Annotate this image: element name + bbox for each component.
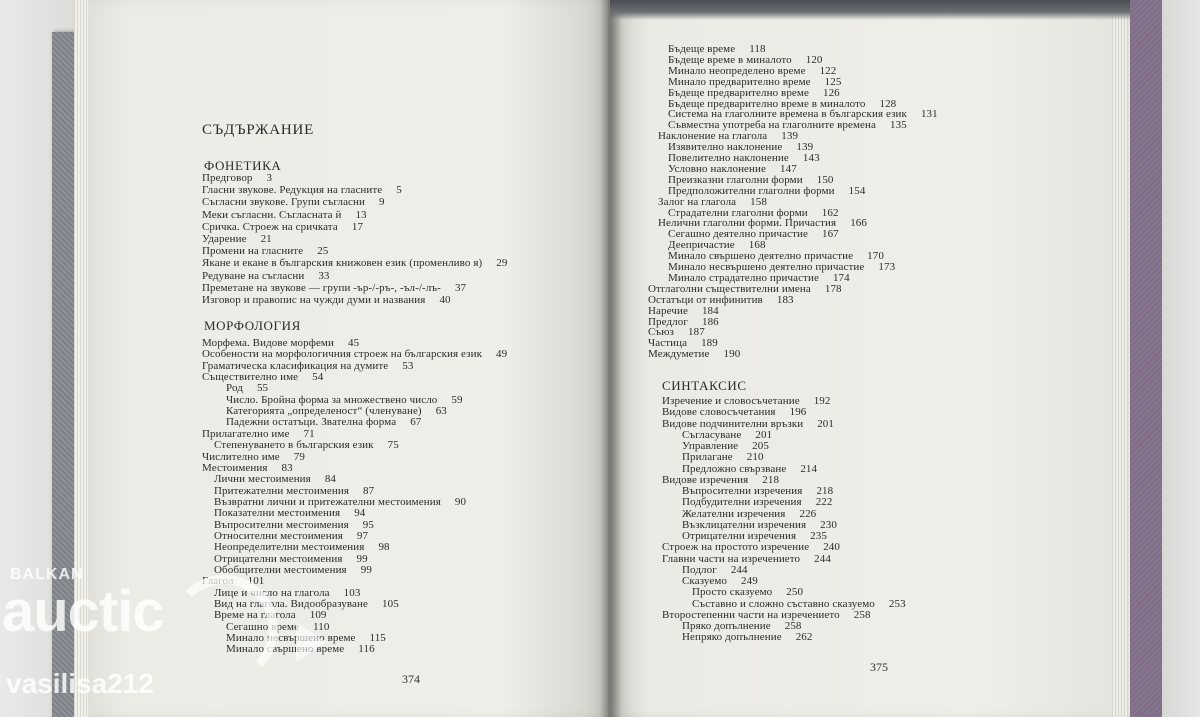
toc-entry-page: 5 [396, 184, 402, 197]
toc-entry-title: Сказуемо [682, 575, 728, 587]
page-number-left: 374 [402, 672, 420, 686]
toc-entry-page: 105 [382, 598, 399, 611]
toc-entry-page: 235 [810, 530, 827, 542]
watermark-play-icon [296, 622, 326, 662]
toc-entry-page: 201 [817, 417, 835, 430]
toc-entry-title: Бъдеще време в миналото [668, 53, 792, 66]
toc-entry-title: Число. Бройна форма за множествено число [226, 393, 438, 406]
toc-entry-page: 205 [752, 440, 769, 452]
toc-entry-title: Условно наклонение [668, 162, 766, 175]
toc-entry-title: Предлог [648, 315, 688, 328]
book-spine-shadow [600, 0, 622, 717]
toc-entry-title: Просто сказуемо [692, 586, 773, 599]
toc-entry [202, 452, 305, 463]
toc-entry [202, 349, 507, 360]
toc-entry-title: Морфема. Видове морфеми [202, 337, 334, 349]
toc-entry [214, 497, 466, 508]
toc-entry-page: 218 [762, 473, 780, 486]
toc-entry-title: Граматическа класификация на думите [202, 359, 389, 372]
toc-entry-title: Междуметие [648, 348, 710, 361]
toc-entry-page: 167 [821, 228, 839, 241]
toc-entry-page: 168 [748, 239, 766, 252]
toc-entry-title: Строеж на простото изречение [662, 541, 810, 554]
toc-entry [202, 258, 507, 269]
toc-entry [202, 173, 272, 184]
toc-entry-page: 147 [780, 162, 797, 175]
toc-entry-page: 170 [867, 250, 884, 263]
toc-entry [202, 361, 413, 372]
toc-entry-title: Второстепенни части на изречението [662, 608, 840, 621]
toc-entry-page: 45 [348, 337, 360, 349]
toc-entry-title: Притежателни местоимения [214, 484, 350, 497]
toc-entry-title: Прилагане [682, 451, 733, 464]
toc-entry [214, 440, 399, 451]
toc-entry-title: Числително име [202, 450, 280, 463]
toc-entry-page: 173 [878, 261, 896, 273]
toc-entry-title: Видове подчинителни връзки [662, 417, 804, 430]
toc-entry-title: Лице и число на глагола [214, 586, 330, 599]
toc-entry-page: 166 [850, 217, 867, 230]
toc-entry-title: Род [226, 382, 243, 395]
toc-entry-title: Сричка. Строеж на сричката [202, 220, 338, 233]
page-edges-right [1112, 10, 1128, 717]
toc-entry-page: 218 [816, 485, 834, 497]
toc-entry-title: Местоимения [202, 461, 268, 474]
toc-entry-title: Съставно и сложно съставно сказуемо [692, 597, 875, 610]
toc-entry-title: Частица [648, 337, 688, 350]
toc-entry-title: Предложно свързване [682, 462, 787, 475]
toc-entry-page: 55 [256, 382, 269, 395]
toc-entry-title: Сегашно време [226, 620, 300, 633]
toc-entry-page: 258 [853, 608, 871, 621]
toc-entry-page: 3 [266, 172, 273, 184]
toc-entry-title: Категорията „определеност“ (членуване) [226, 405, 422, 418]
toc-entry [226, 406, 447, 417]
toc-entry-page: 13 [355, 208, 367, 221]
toc-entry [214, 508, 365, 519]
toc-entry-page: 184 [701, 304, 719, 317]
toc-entry-page: 103 [343, 586, 361, 599]
toc-entry-page: 187 [688, 326, 705, 339]
toc-entry [202, 222, 363, 233]
toc-entry-title: Видове изречения [662, 473, 749, 486]
toc-entry-page: 94 [354, 507, 366, 520]
toc-entry-title: Изговор и правопис на чужди думи и названия [202, 294, 426, 306]
toc-entry-page: 196 [789, 406, 807, 419]
toc-entry-title: Особености на морфологичния строеж на българския език [202, 348, 483, 361]
toc-entry-title: Меки съгласни. Съгласната й [202, 208, 342, 221]
toc-entry-title: Минало свършено деятелно причастие [668, 250, 854, 263]
toc-entry-title: Изявително наклонение [668, 141, 783, 154]
toc-entry [214, 542, 390, 553]
toc-entry-page: 244 [730, 563, 748, 576]
toc-entry-page: 67 [410, 416, 422, 429]
book-cover-right [1128, 0, 1162, 717]
toc-entry-title: Степенуването в българския език [214, 439, 374, 452]
toc-entry-title: Падежни остатъци. Звателна форма [226, 416, 397, 429]
toc-entry-page: 21 [260, 233, 272, 245]
toc-entry-page: 110 [313, 620, 330, 633]
toc-entry-page: 139 [781, 130, 799, 143]
toc-entry-page: 40 [439, 294, 451, 306]
toc-entry-page: 71 [303, 427, 315, 440]
toc-entry [202, 295, 451, 306]
toc-entry-title: Бъдеще предварително време в миналото [668, 97, 866, 110]
toc-entry [202, 463, 293, 474]
toc-entry-page: 63 [435, 405, 447, 418]
toc-entry-title: Неопределителни местоимения [214, 541, 365, 554]
toc-entry-page: 126 [822, 86, 840, 99]
toc-entry-page: 210 [746, 451, 764, 464]
toc-entry-title: Редуване на съгласни [202, 269, 305, 282]
toc-entry-page: 222 [815, 496, 833, 509]
toc-entry-title: Бъдеще предварително време [668, 86, 809, 99]
toc-entry [214, 554, 368, 565]
toc-entry-page: 84 [324, 473, 337, 486]
toc-entry-page: 258 [784, 620, 802, 632]
toc-entry-page: 128 [879, 97, 897, 110]
toc-entry-page: 230 [820, 518, 837, 531]
toc-entry-title: Подлог [682, 563, 717, 576]
toc-entry-page: 158 [750, 195, 767, 208]
toc-entry-title: Преметане на звукове — групи -ър-/-ръ-, -ъл-/-лъ- [202, 281, 441, 294]
toc-entry-page: 249 [741, 575, 758, 587]
toc-entry-page: 240 [823, 541, 841, 554]
toc-entry-title: Якане и екане в българския книжовен език (променливо я) [202, 257, 483, 270]
toc-entry-title: Относителни местоимения [214, 529, 343, 542]
toc-entry-title: Минало несвършено време [226, 632, 356, 645]
toc-entry-title: Подбудителни изречения [682, 496, 802, 509]
toc-entry-page: 186 [701, 315, 719, 328]
toc-entry-page: 29 [496, 257, 508, 270]
toc-entry-page: 214 [800, 462, 818, 475]
toc-entry-title: Показателни местоимения [214, 507, 341, 520]
toc-entry-title: Деепричастие [668, 239, 735, 252]
toc-entry-page: 17 [351, 220, 364, 233]
toc-entry-page: 83 [281, 461, 293, 474]
toc-entry-title: Остатъци от инфинитив [648, 293, 763, 306]
toc-entry-page: 25 [317, 245, 329, 258]
toc-entry-page: 9 [379, 196, 385, 209]
toc-entry-page: 54 [312, 371, 324, 384]
toc-entry-page: 98 [378, 541, 390, 554]
toc-entry-page: 143 [802, 152, 820, 164]
toc-entry-title: Време на глагола [214, 609, 296, 622]
toc-entry-title: Непряко допълнение [682, 631, 782, 644]
toc-entry-title: Управление [682, 440, 739, 452]
toc-entry-page: 135 [889, 119, 907, 132]
toc-entry-title: Желателни изречения [682, 507, 786, 520]
toc-entry-page: 189 [701, 337, 718, 350]
toc-entry-title: Обобщителни местоимения [214, 564, 347, 576]
toc-entry-page: 139 [796, 141, 814, 154]
toc-entry-title: Съюз [648, 326, 674, 339]
toc-entry-title: Въпросителни местоимения [214, 518, 349, 531]
toc-entry [202, 338, 359, 349]
toc-entry-page: 125 [824, 75, 842, 88]
toc-entry [202, 197, 385, 208]
toc-entry-title: Глагол [202, 575, 234, 588]
watermark-brand-small: BALKAN [10, 566, 84, 583]
toc-entry-page: 75 [387, 439, 399, 452]
toc-entry [214, 474, 336, 485]
toc-entry-title: Страдателни глаголни форми [668, 206, 808, 219]
toc-entry-title: Пряко допълнение [682, 620, 771, 632]
toc-entry-page: 201 [755, 428, 773, 441]
toc-entry-title: Въпросителни изречения [682, 485, 803, 497]
toc-entry-title: Възвратни лични и притежателни местоимения [214, 495, 441, 508]
toc-entry [202, 283, 466, 294]
toc-entry [226, 395, 463, 406]
toc-entry-page: 115 [369, 632, 386, 645]
toc-entry-title: Съвместна употреба на глаголните времена [668, 119, 876, 132]
toc-entry-title: Минало свършено време [226, 643, 345, 656]
toc-entry-page: 33 [318, 269, 330, 282]
toc-entry-page: 87 [363, 484, 375, 497]
toc-entry-page: 244 [814, 552, 831, 565]
toc-entry-title: Съгласни звукове. Групи съгласни [202, 196, 366, 209]
toc-entry-title: Отрицателни местоимения [214, 552, 343, 565]
toc-entry-title: Отглаголни съществителни имена [648, 282, 811, 295]
toc-entry [214, 486, 374, 497]
toc-entry-page: 95 [362, 518, 374, 531]
toc-entry-page: 101 [247, 575, 265, 588]
toc-entry [202, 210, 367, 221]
toc-entry-page: 90 [454, 495, 467, 508]
toc-entry [202, 246, 328, 257]
watermark-arc [170, 575, 278, 683]
toc-entry-page: 120 [805, 53, 823, 66]
toc-entry [226, 417, 421, 428]
section-heading-syntax: СИНТАКСИС [662, 378, 747, 393]
toc-entry [202, 372, 323, 383]
toc-entry-page: 162 [821, 206, 839, 219]
toc-entry-title: Гласни звукове. Редукция на гласните [202, 184, 383, 197]
toc-entry-page: 109 [309, 609, 327, 622]
toc-entry-page: 59 [451, 393, 463, 406]
toc-entry-page: 253 [888, 597, 906, 610]
toc-entry [214, 520, 374, 531]
watermark-seller: vasilisa212 [6, 668, 154, 699]
toc-entry-title: Бъдеще време [668, 43, 736, 55]
toc-entry-page: 116 [358, 643, 375, 656]
toc-entry [202, 271, 330, 282]
toc-entry-page: 150 [816, 173, 834, 186]
toc-entry-title: Наклонение на глагола [658, 130, 768, 143]
toc-entry [226, 383, 268, 394]
toc-entry-page: 118 [749, 43, 766, 55]
toc-entry-page: 262 [795, 631, 813, 644]
toc-entry-title: Залог на глагола [658, 195, 737, 208]
toc-entry-page: 122 [819, 64, 837, 77]
toc-entry-page: 250 [786, 586, 804, 599]
toc-entry-title: Лични местоимения [214, 473, 311, 486]
toc-entry [648, 349, 740, 360]
toc-entry-page: 154 [848, 184, 866, 197]
toc-entry-page: 99 [360, 564, 372, 576]
toc-entry-title: Видове словосъчетания [662, 406, 776, 419]
page-number-right: 375 [870, 660, 888, 674]
toc-entry-title: Вид на глагола. Видообразуване [214, 598, 368, 611]
toc-entry-title: Промени на гласните [202, 245, 304, 258]
toc-entry-title: Минало предварително време [668, 75, 811, 88]
toc-entry-title: Главни части на изречението [662, 552, 801, 565]
toc-entry-page: 190 [723, 348, 741, 361]
toc-entry-title: Отрицателни изречения [682, 530, 797, 542]
toc-entry-title: Преизказни глаголни форми [668, 173, 803, 186]
toc-entry-page: 183 [776, 293, 794, 306]
toc-entry-page: 226 [799, 507, 817, 520]
toc-entry-title: Минало неопределено време [668, 64, 806, 77]
toc-entry [202, 234, 272, 245]
toc-entry-page: 131 [920, 108, 938, 121]
toc-entry-title: Наречие [648, 304, 688, 317]
watermark-brand-big: auctic [2, 579, 164, 644]
toc-entry [682, 632, 813, 643]
toc-entry-title: Ударение [202, 233, 247, 245]
toc-entry-page: 174 [832, 271, 850, 284]
toc-entry-title: Нелични глаголни форми. Причастия [658, 217, 837, 230]
toc-entry-title: Минало страдателно причастие [668, 271, 819, 284]
toc-entry-page: 49 [496, 348, 508, 361]
toc-entry [214, 531, 368, 542]
toc-entry-title: Предположителни глаголни форми [668, 184, 835, 197]
toc-entry [202, 185, 402, 196]
right-page [608, 0, 1130, 717]
toc-entry [214, 565, 372, 576]
toc-entry-title: Изречение и словосъчетание [662, 395, 800, 407]
toc-entry-title: Прилагателно име [202, 427, 290, 440]
toc-entry-title: Минало несвършено деятелно причастие [668, 261, 865, 273]
toc-entry-page: 37 [454, 281, 467, 294]
toc-entry-page: 53 [402, 359, 414, 372]
cover-top-edge [610, 0, 1130, 20]
toc-entry-page: 97 [356, 529, 369, 542]
toc-entry-page: 178 [824, 282, 842, 295]
toc-entry-page: 79 [293, 450, 305, 463]
toc-entry [202, 429, 315, 440]
section-heading-morphology: МОРФОЛОГИЯ [204, 318, 301, 333]
toc-entry-page: 99 [356, 552, 368, 565]
toc-entry-title: Сегашно деятелно причастие [668, 228, 808, 241]
toc-entry-title: Възклицателни изречения [682, 518, 807, 531]
toc-entry-title: Съществително име [202, 371, 299, 384]
toc-title: СЪДЪРЖАНИЕ [202, 122, 315, 138]
toc-entry-page: 192 [813, 395, 831, 407]
toc-entry-title: Система на глаголните времена в българския език [668, 108, 907, 121]
toc-entry-title: Съгласуване [682, 428, 742, 441]
toc-entry-title: Повелително наклонение [668, 152, 789, 164]
section-heading-phonetics: ФОНЕТИКА [204, 158, 282, 173]
toc-entry-title: Предговор [202, 172, 253, 184]
